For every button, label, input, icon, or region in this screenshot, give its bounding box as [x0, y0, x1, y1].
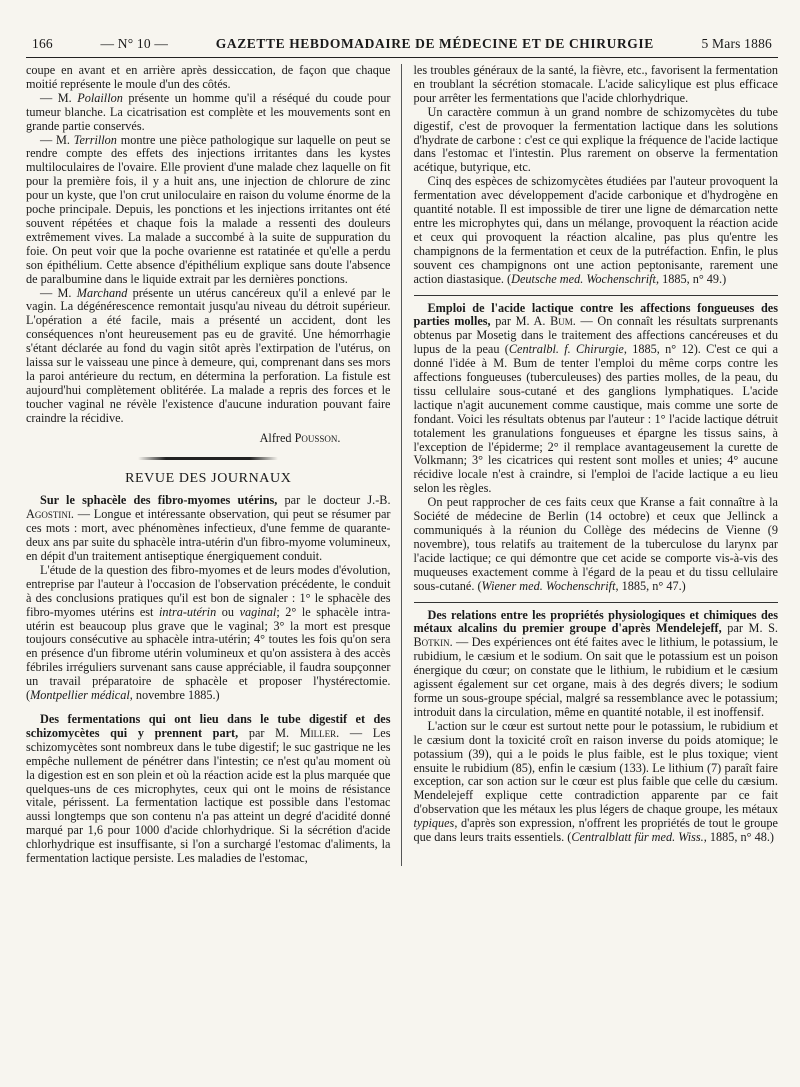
paragraph-polaillon: — M. Polaillon présente un homme qu'il a réséqué du coude pour tumeur blanche. La cicatrisation est complète et les mouvements sont en grande partie conservés. [26, 90, 391, 133]
paragraph: L'action sur le cœur est surtout nette pour le potassium, le rubidium et le cæsium dont la toxicité croît en raison inverse du poids atomique; le potassium (39), qui a le poids le plus faible, est le plus toxique; vient ensuite le rubidium (85), enfin le cæsium (133). Le lithium (7) paraît faire exception, car son action sur le cœur est plus faible que celle du cæsium. Mendelejeff explique cette contradiction apparente par ce fait d'observation que les métaux les plus légers de chaque groupe, les métaux typiques, d'après son expression, n'offrent les propriétés de tout le groupe que dans leurs traits essentiels. (Centralblatt für med. Wiss., 1885, n° 48.) [413, 718, 778, 845]
article-botkin: Des relations entre les propriétés physiologiques et chimiques des métaux alcalins du premier groupe d'après Mendelejeff, par M. S. Botkin. — Des expériences ont été faites avec le lithium, le potassium, le rubidium, le cæsium et le sodium. On sait que le potassium est un poison énergique du cœur; on constate que le lithium, le rubidium et le cæsium agissent également sur cet organe, mais à des degrés divers; le sodium forme un sous-groupe spécial, malgré sa ressemblance avec le potassium; introduit dans la circulation, même en quantité notable, il est inoffensif. [413, 607, 778, 719]
issue-number: — N° 10 — [100, 36, 169, 51]
article-heading: Des fermentations qui ont lieu dans le tube digestif et des schizomycètes qui y prennent part, [26, 711, 391, 740]
paragraph: L'étude de la question des fibro-myomes et de leurs modes d'évolution, entreprise par l'auteur à l'occasion de l'observation précédente, le conduit à des conclusions pratiques qu'il est bon de signaler : 1° le sphacèle des fibro-myomes utérins est intra-utérin ou vaginal; 2° le sphacèle intra-utérin est beaucoup plus grave que le vaginal; 3° la mort est presque toujours consécutive au sphacèle intra-utérin; 4° toutes les fois qu'on sera en présence d'un fibrome utérin volumineux et qu'on assistera à des accès fébriles irréguliers survenant sans cause appréciable, il faudra soupçonner un travail préparatoire de sphacèle et proposer l'hystérectomie. (Montpellier médical, novembre 1885.) [26, 562, 391, 703]
surgeon-name: Polaillon [77, 90, 123, 105]
page-header [26, 36, 778, 58]
article-agostini: Sur le sphacèle des fibro-myomes utérins, par le docteur J.-B. Agostini. — Longue et intéressante observation, qui peut se résumer par ces mots : mort, avec phénomènes infectieux, d'une femme de quarante-deux ans par suite du sphacèle intra-utérin d'un fibro-myome volumineux, en dépit d'un traitement antiseptique énergiquement conduit. [26, 493, 391, 563]
paragraph: Un caractère commun à un grand nombre de schizomycètes du tube digestif, c'est de provoquer la fermentation lactique dans les solutions d'hydrate de carbone : c'est ce qui explique la fréquence de l'acide lactique dans l'estomac et l'intestin. Plus rarement on observe la fermentation acétique, butyrique, etc. [413, 104, 778, 175]
section-title: REVUE DES JOURNAUX [125, 471, 292, 487]
article-heading: Des relations entre les propriétés physiologiques et chimiques des métaux alcalins du premier groupe d'après Mendelejeff, [413, 607, 778, 636]
signature: Alfred Pousson. [259, 430, 341, 445]
source-citation: Deutsche med. Wochenschrift [511, 271, 656, 286]
source-citation: Wiener med. Wochenschrift [481, 578, 616, 593]
article-heading: Sur le sphacèle des fibro-myomes utérins, [40, 493, 278, 508]
paragraph: On peut rapprocher de ces faits ceux que Kranse a fait connaître à la Société de médecine de Berlin (14 octobre) et ceux que Jellinck a communiqués à la réunion du Collège des médecins de Vienne (9 novembre), tous relatifs au traitement de la tuberculose du larynx par l'acide lactique; ce qui démontre que cet acide se comporte vis-à-vis des muqueuses exactement comme à l'égard de la peau et du tissu cellulaire sous-cutané. (Wiener med. Wochenschrift, 1885, n° 47.) [413, 495, 778, 593]
article-bum: Emploi de l'acide lactique contre les affections fongueuses des parties molles, par M. A. Bum. — On connaît les résultats surprenants obtenus par Mosetig dans le traitement des affections cancéreuses et du lupus de la peau (Centralbl. f. Chirurgie, 1885, n° 12). C'est ce qui a donné l'idée à M. Bum de tenter l'emploi du même corps contre les affections fongueuses (tuberculeuses) des parties molles, de la peau, du tissu cellulaire sous-cutané et des ganglions lymphatiques. L'acide lactique n'agit aucunement comme caustique, mais comme une sorte de fondant. Voici les résultats obtenus par l'auteur : 1° l'acide lactique détruit totalement les granulations fongueuses et épargne les tissus sains, à l'exception de l'épiderme; 2° il remplace avantageusement la curette de Volkmann; 3° les cicatrices qui restent sont molles et unies; 4° aucune récidive locale n'est à craindre, si l'emploi de l'acide lactique a eu lieu selon les règles. [413, 300, 779, 496]
journal-title: GAZETTE HEBDOMADAIRE DE MÉDECINE ET DE CHIRURGIE [215, 36, 654, 51]
paragraph: coupe en avant et en arrière après dessiccation, de façon que chaque moitié représente le moule d'un des côtés. [26, 63, 391, 91]
section-divider [138, 457, 278, 460]
right-column [401, 64, 779, 866]
page-number: 166 [32, 36, 53, 51]
paragraph: les troubles généraux de la santé, la fièvre, etc., favorisent la fermentation en troublant la sécrétion stomacale. L'acide salicylique est plus efficace pour arrêter les fermentations que l'acide chlorhydrique. [413, 63, 778, 105]
article-separator [414, 295, 779, 296]
source-citation: Montpellier médical [30, 688, 130, 703]
paragraph: Cinq des espèces de schizomycètes étudiées par l'auteur provoquent la fermentation avec développement d'acide carbonique et d'hydrogène en quantité notable. Il est impossible de tirer une ligne de démarcation nette entre les microphytes qui, dans un mélange, provoquent la réaction acide et ceux qui provoquent la réaction alcaline, pas plus qu'entre les champignons de la fermentation et ceux de la putréfaction. Enfin, le plus souvent ces champignons ont une action peptonisante, rarement une action diastasique. (Deutsche med. Wochenschrift, 1885, n° 49.) [413, 174, 778, 286]
source-citation: Centralblatt für med. Wiss. [571, 830, 704, 845]
surgeon-name: Marchand [76, 285, 128, 300]
issue-date: 5 Mars 1886 [701, 36, 772, 51]
article-miller: Des fermentations qui ont lieu dans le tube digestif et des schizomycètes qui y prennent part, par M. Miller. — Les schizomycètes sont nombreux dans le tube digestif; le suc gastrique ne les empêche nullement de pénétrer dans l'intestin; ce n'est qu'au moment où la digestion est en son plein et où la réaction acide est la plus marquée que quelques-uns de ces microphytes, ceux qui ont le moins de résistance vitale, périssent. La fermentation lactique est possible dans l'estomac aussi longtemps que son contenu n'a pas atteint un degré d'acidité donné marqué par 1,6 pour 1000 d'acide chlorhydrique. Si la sécrétion d'acide chlorhydrique est insuffisante, si l'on a surchargé l'estomac d'aliments, la fermentation lactique persiste. Les maladies de l'estomac, [26, 711, 391, 866]
article-heading: Emploi de l'acide lactique contre les affections fongueuses des parties molles, [413, 300, 778, 329]
paragraph-terrillon: — M. Terrillon montre une pièce pathologique sur laquelle on peut se rendre compte des effets des injections irritantes dans les kystes multiloculaires de l'ovaire. Elle provient d'une malade chez laquelle on fit pour la première fois, il y a huit ans, une injection de chlorure de zinc pour un kyste, que l'on crut uniloculaire en raison du volume énorme de la poche principale. Depuis, les ponctions et les injections irritantes ont été souvent répétées et chaque fois la malade a ressenti des douleurs extrêmement vives. La malade a succombé à la suite de suppuration du foie. On peut voir que la poche ovarienne est ratatinée et qu'elle a perdu son épithélium. Cette absence d'épithélium explique sans doute l'absence de paralbumine dans le liquide extrait par les dernières ponctions. [26, 132, 391, 286]
left-column [26, 64, 401, 866]
two-column-body [26, 64, 778, 866]
surgeon-name: Terrillon [73, 132, 117, 147]
paragraph-marchand: — M. Marchand présente un utérus cancéreux qu'il a enlevé par le vagin. La dégénérescence remontait jusqu'au niveau du détroit supérieur. L'opération a été facile, mais a présenté un accident, dont les conséquences n'ont heureusement pas eu de gravité. Une hémorrhagie s'étant déclarée au fond du vagin sitôt après l'extirpation de l'utérus, on laissa sur le vaisseau une pince à demeure, qui, comprenant dans ses mors la paroi antérieure du rectum, en détermina la perforation. La fistule est aujourd'hui complètement oblitérée. La malade a repris des forces et le toucher vaginal ne révèle l'existence d'aucune induration pouvant faire craindre la récidive. [26, 285, 391, 425]
article-separator [414, 602, 779, 603]
